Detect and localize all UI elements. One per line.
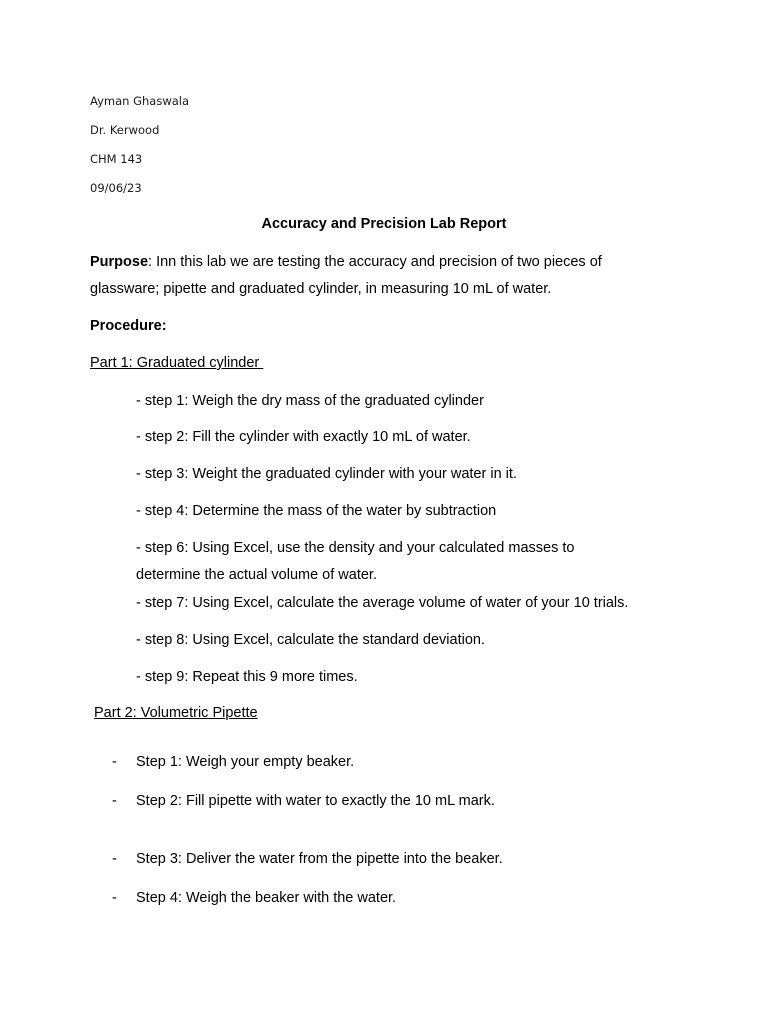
procedure-heading: Procedure:	[90, 318, 167, 334]
part2-step: Step 1: Weigh your empty beaker.	[136, 754, 355, 770]
part2-step: Step 4: Weigh the beaker with the water.	[136, 890, 397, 906]
part1-step: - step 7: Using Excel, calculate the average volume of water of your 10 trials.	[136, 595, 629, 611]
course-code: CHM 143	[90, 152, 143, 166]
list-bullet: -	[112, 890, 117, 906]
list-bullet: -	[112, 851, 117, 867]
part1-step: - step 9: Repeat this 9 more times.	[136, 669, 358, 685]
part1-step: - step 2: Fill the cylinder with exactly 10 mL of water.	[136, 429, 471, 445]
report-date: 09/06/23	[90, 181, 142, 195]
instructor-name: Dr. Kerwood	[90, 123, 160, 137]
part2-title: Part 2: Volumetric Pipette	[94, 705, 258, 721]
part2-step: Step 3: Deliver the water from the pipette into the beaker.	[136, 851, 503, 867]
purpose-text: : Inn this lab we are testing the accuracy and precision of two pieces of glassware; pipette and graduated cylinder, in measuring 10 mL of water.	[90, 254, 602, 297]
purpose-label: Purpose	[90, 254, 149, 270]
part1-step: - step 6: Using Excel, use the density and your calculated masses to determine the actual volume of water.	[136, 540, 575, 583]
list-bullet: -	[112, 754, 117, 770]
student-name: Ayman Ghaswala	[90, 94, 190, 108]
purpose-paragraph	[90, 249, 650, 303]
list-bullet: -	[112, 793, 117, 809]
part1-step: - step 8: Using Excel, calculate the standard deviation.	[136, 632, 485, 648]
report-title: Accuracy and Precision Lab Report	[261, 216, 507, 232]
part2-step: Step 2: Fill pipette with water to exactly the 10 mL mark.	[136, 793, 495, 809]
part1-step: - step 1: Weigh the dry mass of the graduated cylinder	[136, 393, 484, 409]
part1-step: - step 4: Determine the mass of the water by subtraction	[136, 503, 497, 519]
part1-title: Part 1: Graduated cylinder	[90, 355, 264, 371]
part1-step: - step 3: Weight the graduated cylinder with your water in it.	[136, 466, 517, 482]
